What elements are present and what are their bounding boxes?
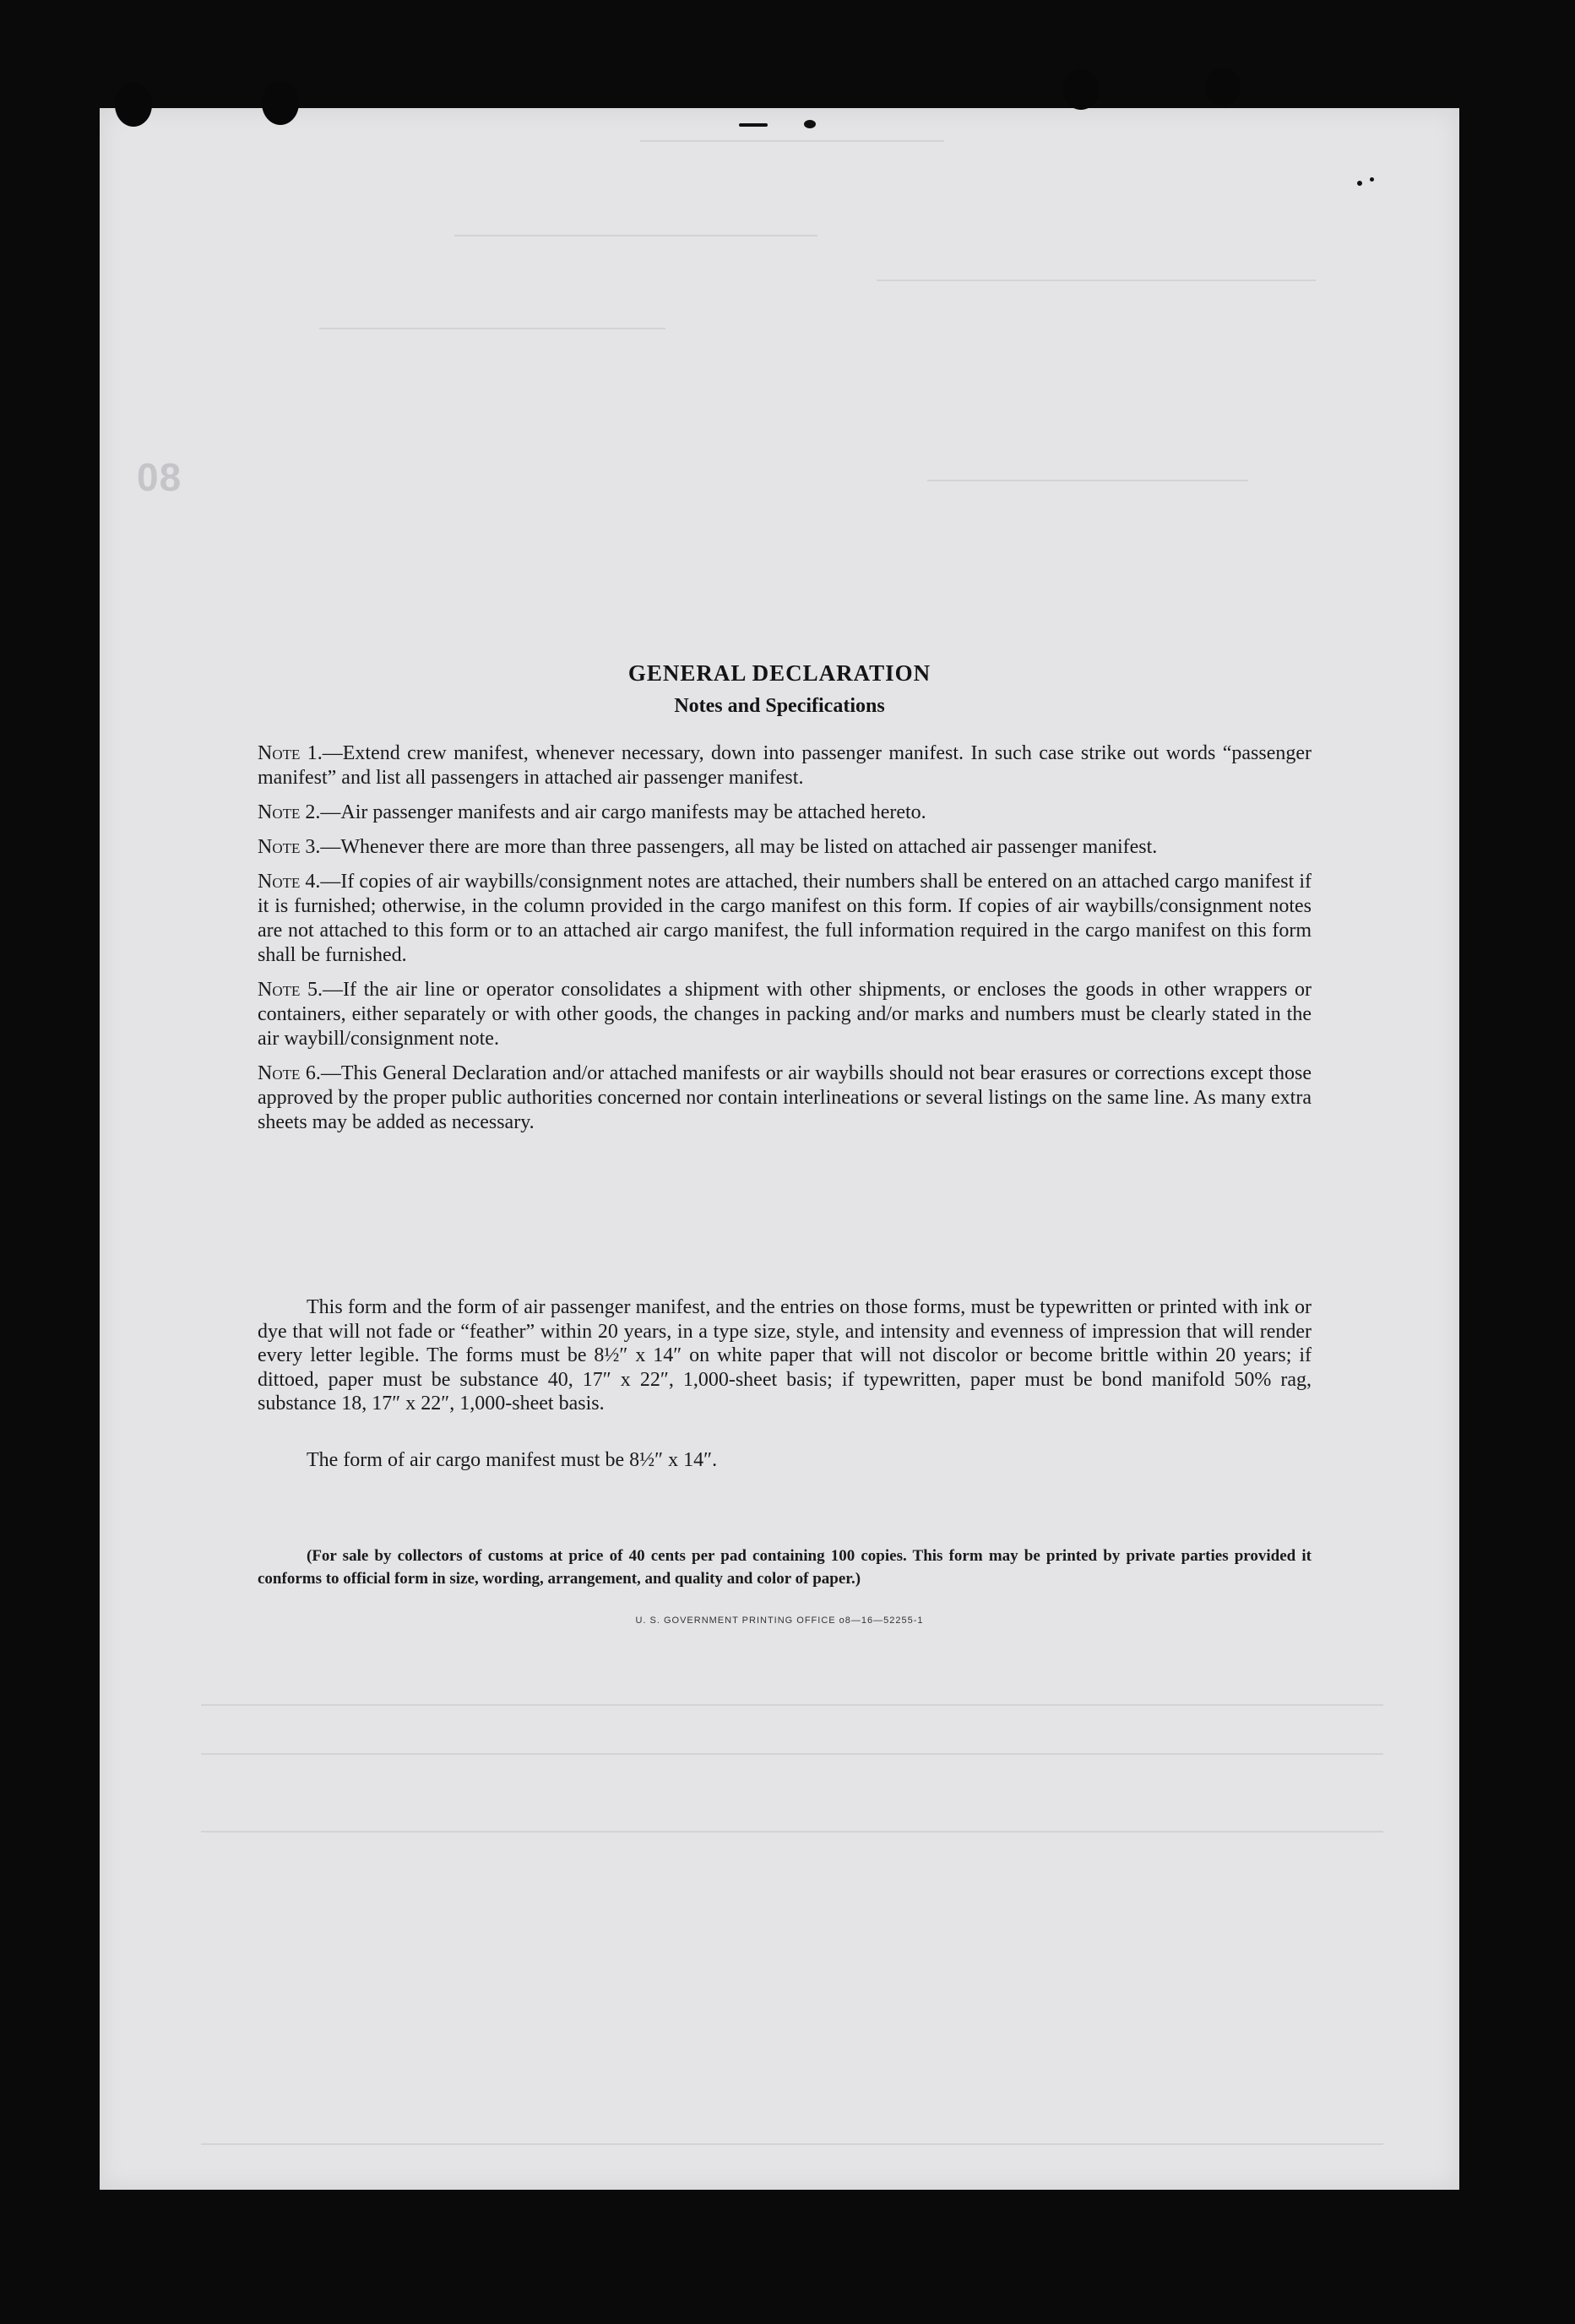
- bleed-through-mark: [201, 1831, 1383, 1833]
- note-label: Note 6.: [258, 1062, 321, 1084]
- punch-hole: [1062, 69, 1100, 110]
- printer-imprint: U. S. GOVERNMENT PRINTING OFFICE o8—16—52255-1: [635, 1615, 924, 1626]
- note-label: Note 1.: [258, 742, 323, 764]
- ink-speck: [1370, 177, 1374, 182]
- bleed-through-mark: [319, 328, 665, 329]
- punch-hole: [1205, 68, 1241, 106]
- ink-speck: [804, 120, 816, 128]
- note-text: —Air passenger manifests and air cargo manifests may be attached hereto.: [320, 801, 926, 823]
- note-text: —If copies of air waybills/consignment notes are attached, their numbers shall be entered on an attached cargo manifest if it is furnished; otherwise, in the column provided in the cargo manifest on this form. If copies of air waybills/consignment notes are not attached to this form or to an attached air cargo manifest, the full information required in the cargo manifest on this form shall be furnished.: [258, 871, 1312, 966]
- note-label: Note 2.: [258, 801, 321, 823]
- note-text: —If the air line or operator consolidates a shipment with other shipments, or encloses the goods in other wrappers or containers, either separately or with other goods, the changes in packing and/or marks and numbers must be clearly stated in the air waybill/consignment note.: [258, 979, 1312, 1050]
- note-1: [258, 741, 1312, 790]
- note-label: Note 4.: [258, 871, 321, 893]
- cargo-manifest-size: The form of air cargo manifest must be 8½″ x 14″.: [307, 1449, 718, 1471]
- note-text: —Whenever there are more than three passengers, all may be listed on attached air passenger manifest.: [320, 836, 1158, 858]
- notes-list: [258, 741, 1312, 1145]
- bleed-through-mark: [640, 140, 944, 142]
- bleed-through-mark: [877, 280, 1316, 281]
- note-5: [258, 978, 1312, 1051]
- sale-note: (For sale by collectors of customs at price of 40 cents per pad containing 100 copies. This form may be printed by private parties provided it conforms to official form in size, wording, arrangement, and quality and color of paper.): [258, 1547, 1312, 1588]
- note-text: —This General Declaration and/or attached manifests or air waybills should not bear erasures or corrections except those approved by the proper public authorities concerned nor contain interlineations or several listings on the same line. As many extra sheets may be added as necessary.: [258, 1062, 1312, 1133]
- document-page: [100, 108, 1459, 2190]
- ink-speck: [1357, 181, 1362, 186]
- bleed-through-mark: [201, 1704, 1383, 1706]
- punch-hole: [262, 81, 299, 125]
- note-text: —Extend crew manifest, whenever necessary, down into passenger manifest. In such case strike out words “passenger manifest” and list all passengers in attached air passenger manifest.: [258, 742, 1312, 789]
- ink-speck: [739, 123, 768, 127]
- bleed-through-mark: [201, 1753, 1383, 1755]
- bleed-through-mark: [927, 480, 1248, 481]
- note-2: [258, 801, 1312, 825]
- specifications-paragraph: This form and the form of air passenger manifest, and the entries on those forms, must be typewritten or printed with ink or dye that will not fade or “feather” within 20 years, in a type size, style, and intensity and evenness of impression that will render every letter legible. The forms must be 8½″ x 14″ on white paper that will not discolor or become brittle within 20 years; if dittoed, paper must be substance 40, 17″ x 22″, 1,000-sheet basis; if typewritten, paper must be bond manifold 50% rag, substance 18, 17″ x 22″, 1,000-sheet basis.: [258, 1296, 1312, 1414]
- note-6: [258, 1062, 1312, 1135]
- note-label: Note 3.: [258, 836, 321, 858]
- note-3: [258, 835, 1312, 860]
- bleed-through-mark: [454, 235, 817, 236]
- note-4: [258, 870, 1312, 968]
- note-label: Note 5.: [258, 979, 323, 1001]
- punch-hole: [115, 83, 152, 127]
- document-subtitle: Notes and Specifications: [674, 695, 885, 717]
- bleed-through-mark: [201, 2143, 1383, 2145]
- page-number: 08: [137, 455, 182, 499]
- document-title: GENERAL DECLARATION: [627, 660, 931, 686]
